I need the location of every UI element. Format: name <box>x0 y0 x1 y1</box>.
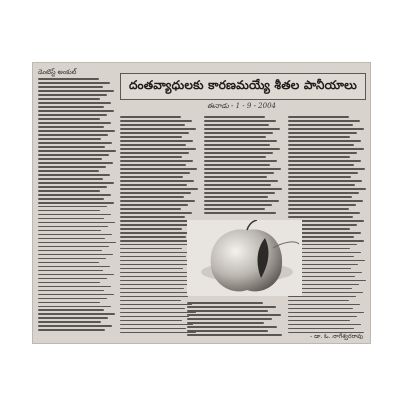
text-line <box>288 128 364 130</box>
text-line <box>120 304 192 306</box>
text-line <box>288 212 360 214</box>
text-line <box>288 180 362 182</box>
text-line <box>38 286 111 288</box>
text-line <box>120 288 184 290</box>
body-column-2 <box>204 114 282 214</box>
text-line <box>204 156 266 158</box>
text-line <box>204 180 278 182</box>
text-line <box>38 226 108 228</box>
text-line <box>120 248 182 250</box>
text-line <box>38 126 104 128</box>
text-line <box>38 146 105 148</box>
text-line <box>204 132 273 134</box>
text-line <box>38 86 103 88</box>
text-line <box>187 302 263 304</box>
text-line <box>204 172 274 174</box>
text-line <box>120 220 196 222</box>
text-line <box>120 216 185 218</box>
text-line <box>38 90 114 92</box>
text-line <box>288 308 353 310</box>
newspaper-clipping <box>32 62 371 344</box>
text-line <box>38 182 114 184</box>
text-line <box>38 242 116 244</box>
text-line <box>288 324 361 326</box>
text-line <box>120 300 181 302</box>
text-line <box>38 178 103 180</box>
text-line <box>120 188 198 190</box>
text-line <box>288 304 360 306</box>
text-line <box>38 214 111 216</box>
text-line <box>204 200 279 202</box>
text-line <box>120 252 193 254</box>
text-line <box>120 332 196 334</box>
text-line <box>120 116 181 118</box>
text-line <box>38 266 110 268</box>
text-line <box>204 152 273 154</box>
text-line <box>288 136 350 138</box>
text-line <box>120 164 186 166</box>
text-line <box>38 262 99 264</box>
text-line <box>120 264 190 266</box>
text-line <box>187 322 264 324</box>
text-line <box>38 150 116 152</box>
body-column-2b <box>187 300 284 340</box>
text-line <box>38 190 100 192</box>
text-line <box>288 160 361 162</box>
text-line <box>120 284 191 286</box>
text-line <box>38 82 110 84</box>
article-photo <box>187 220 302 296</box>
text-line <box>288 316 357 318</box>
text-line <box>38 162 113 164</box>
text-line <box>38 278 107 280</box>
section-label: డెంటిస్ట్ అంకుల్ <box>38 68 77 76</box>
text-line <box>204 124 269 126</box>
headline-box <box>120 73 366 100</box>
text-line <box>187 334 282 336</box>
text-line <box>288 144 354 146</box>
text-line <box>288 312 364 314</box>
text-line <box>187 310 268 312</box>
text-line <box>38 194 111 196</box>
text-line <box>120 168 197 170</box>
text-line <box>38 329 105 331</box>
text-line <box>38 98 100 100</box>
text-line <box>38 246 109 248</box>
publication-date: ఈనాడు - 1 - 9 - 2004 <box>207 102 277 110</box>
text-line <box>288 152 357 154</box>
text-line <box>120 160 193 162</box>
text-line <box>38 210 100 212</box>
text-line <box>120 176 183 178</box>
text-line <box>38 270 103 272</box>
text-line <box>38 321 101 323</box>
text-line <box>187 306 276 308</box>
text-line <box>120 136 182 138</box>
text-line <box>38 282 100 284</box>
text-line <box>288 156 350 158</box>
text-line <box>204 188 282 190</box>
text-line <box>288 200 363 202</box>
text-line <box>120 124 185 126</box>
text-line <box>120 256 186 258</box>
text-line <box>120 228 182 230</box>
text-line <box>38 198 104 200</box>
text-line <box>38 186 107 188</box>
text-line <box>288 216 353 218</box>
text-line <box>120 236 186 238</box>
text-line <box>120 140 193 142</box>
text-line <box>38 290 104 292</box>
text-line <box>204 116 265 118</box>
text-line <box>120 308 185 310</box>
text-line <box>204 204 272 206</box>
text-line <box>38 317 108 319</box>
text-line <box>120 156 182 158</box>
text-line <box>120 192 191 194</box>
text-line <box>288 196 352 198</box>
text-line <box>120 132 189 134</box>
text-line <box>120 184 187 186</box>
text-line <box>38 78 99 80</box>
left-column-text <box>38 78 116 331</box>
text-line <box>204 212 276 214</box>
text-line <box>38 258 106 260</box>
text-line <box>120 172 190 174</box>
text-line <box>288 188 366 190</box>
text-line <box>288 208 349 210</box>
text-line <box>38 174 110 176</box>
text-line <box>288 172 358 174</box>
text-line <box>120 152 189 154</box>
text-line <box>204 164 270 166</box>
apple-image <box>187 220 302 296</box>
text-line <box>38 222 115 224</box>
text-line <box>120 224 189 226</box>
text-line <box>120 296 188 298</box>
text-line <box>120 180 194 182</box>
text-line <box>38 298 107 300</box>
text-line <box>288 192 359 194</box>
text-line <box>288 132 357 134</box>
text-line <box>120 328 186 330</box>
text-line <box>38 206 107 208</box>
text-line <box>120 324 193 326</box>
text-line <box>288 148 364 150</box>
text-line <box>38 130 115 132</box>
text-line <box>120 260 197 262</box>
text-line <box>204 160 277 162</box>
text-line <box>38 106 104 108</box>
text-line <box>38 254 113 256</box>
text-line <box>120 292 195 294</box>
text-line <box>120 240 196 242</box>
text-line <box>38 234 112 236</box>
text-line <box>288 164 354 166</box>
text-line <box>187 314 281 316</box>
text-line <box>120 312 196 314</box>
text-line <box>38 110 114 112</box>
text-line <box>38 114 107 116</box>
text-line <box>38 325 112 327</box>
text-line <box>120 120 192 122</box>
text-line <box>38 142 112 144</box>
text-line <box>120 200 195 202</box>
text-line <box>204 192 275 194</box>
text-line <box>204 184 271 186</box>
text-line <box>288 120 360 122</box>
text-line <box>120 272 194 274</box>
text-line <box>288 300 349 302</box>
text-line <box>120 232 193 234</box>
text-line <box>120 268 183 270</box>
text-line <box>38 306 111 308</box>
text-line <box>204 120 276 122</box>
text-line <box>38 202 114 204</box>
text-line <box>38 94 107 96</box>
text-line <box>204 136 266 138</box>
text-line <box>38 102 111 104</box>
text-line <box>204 144 270 146</box>
text-line <box>120 148 196 150</box>
text-line <box>120 208 181 210</box>
text-line <box>204 168 281 170</box>
text-line <box>38 138 101 140</box>
text-line <box>204 128 280 130</box>
text-line <box>38 218 104 220</box>
text-line <box>38 170 99 172</box>
text-line <box>120 276 187 278</box>
author-signature: - డా. ఓ. నాగేశ్వరరావు <box>310 333 363 340</box>
text-line <box>38 309 104 311</box>
text-line <box>120 316 189 318</box>
headline: దంతవ్యాధులకు కారణమయ్యే శీతల పానీయాలు <box>129 78 357 92</box>
text-line <box>120 244 189 246</box>
left-column <box>38 68 116 338</box>
body-column-2b-text <box>187 302 284 335</box>
text-line <box>38 122 111 124</box>
text-line <box>288 176 351 178</box>
text-line <box>38 274 114 276</box>
text-line <box>38 302 100 304</box>
text-line <box>204 140 277 142</box>
text-line <box>120 196 184 198</box>
text-line <box>120 320 182 322</box>
text-line <box>288 320 350 322</box>
text-line <box>187 330 268 332</box>
text-line <box>120 212 192 214</box>
text-line <box>187 326 277 328</box>
text-line <box>120 144 186 146</box>
text-line <box>120 204 188 206</box>
text-line <box>38 238 105 240</box>
text-line <box>288 168 365 170</box>
text-line <box>38 154 109 156</box>
text-line <box>38 118 100 120</box>
text-line <box>288 116 349 118</box>
text-line <box>288 124 353 126</box>
text-line <box>288 184 355 186</box>
text-line <box>288 204 356 206</box>
text-line <box>38 250 102 252</box>
body-column-2-text <box>204 116 282 213</box>
text-line <box>187 318 272 320</box>
text-line <box>38 166 106 168</box>
text-line <box>204 176 267 178</box>
text-line <box>38 313 115 315</box>
text-line <box>288 328 354 330</box>
text-line <box>120 128 196 130</box>
text-line <box>38 294 114 296</box>
text-line <box>38 158 102 160</box>
text-line <box>204 196 268 198</box>
text-line <box>38 134 108 136</box>
text-line <box>288 140 361 142</box>
text-line <box>204 148 280 150</box>
text-line <box>38 230 101 232</box>
text-line <box>204 208 265 210</box>
